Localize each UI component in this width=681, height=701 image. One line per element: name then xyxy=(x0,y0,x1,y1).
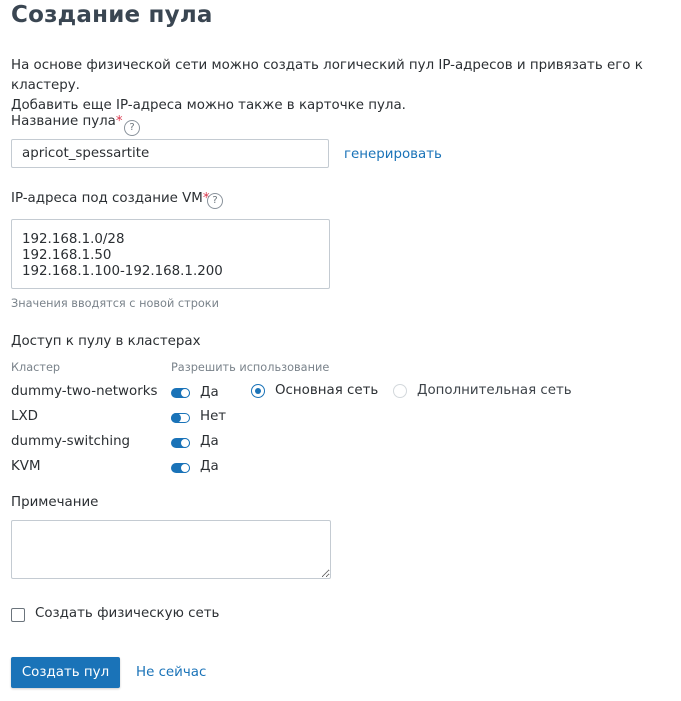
cluster-name: dummy-two-networks xyxy=(11,384,158,399)
allow-toggle[interactable] xyxy=(171,413,190,423)
radio-additional-network[interactable] xyxy=(393,384,407,398)
page-title: Создание пула xyxy=(11,2,213,28)
pool-name-label-text: Название пула xyxy=(11,114,116,129)
allow-toggle[interactable] xyxy=(171,388,190,398)
required-mark: * xyxy=(202,191,210,206)
ip-addresses-label-text: IP-адреса под создание VM xyxy=(11,191,203,206)
cluster-name: dummy-switching xyxy=(11,434,131,449)
ip-addresses-hint: Значения вводятся с новой строки xyxy=(11,297,219,310)
not-now-link[interactable]: Не сейчас xyxy=(136,665,207,680)
note-label: Примечание xyxy=(11,495,99,510)
ip-addresses-label xyxy=(11,191,210,206)
generate-name-link[interactable]: генерировать xyxy=(344,147,442,162)
toggle-knob xyxy=(171,413,181,423)
page-description xyxy=(11,56,681,116)
description-line-2: Добавить еще IP-адреса можно также в карточке пула. xyxy=(11,98,406,113)
toggle-label: Да xyxy=(200,459,219,474)
create-physical-network-checkbox[interactable] xyxy=(11,608,25,622)
allow-toggle[interactable] xyxy=(171,463,190,473)
create-pool-button[interactable]: Создать пул xyxy=(11,657,120,688)
column-header-allow: Разрешить использование xyxy=(171,361,330,374)
toggle-label: Нет xyxy=(200,409,227,424)
help-icon[interactable]: ? xyxy=(124,120,140,136)
cluster-name: LXD xyxy=(11,409,38,424)
radio-main-network-label[interactable]: Основная сеть xyxy=(275,383,379,398)
toggle-label: Да xyxy=(200,385,219,400)
toggle-knob xyxy=(180,438,190,448)
toggle-label: Да xyxy=(200,434,219,449)
toggle-knob xyxy=(180,388,190,398)
pool-name-input[interactable] xyxy=(11,139,329,168)
help-icon[interactable]: ? xyxy=(207,193,223,209)
radio-main-network[interactable] xyxy=(251,384,265,398)
column-header-cluster: Кластер xyxy=(11,361,61,374)
create-physical-network-label[interactable]: Создать физическую сеть xyxy=(35,606,220,621)
cluster-name: KVM xyxy=(11,459,41,474)
radio-additional-network-label[interactable]: Дополнительная сеть xyxy=(417,383,572,398)
toggle-knob xyxy=(180,463,190,473)
access-section-title: Доступ к пулу в кластерах xyxy=(11,334,201,349)
note-textarea[interactable] xyxy=(11,520,331,579)
radio-dot xyxy=(255,388,261,394)
description-line-1: На основе физической сети можно создать логический пул IP-адресов и привязать его к кластеру. xyxy=(11,58,643,93)
required-mark: * xyxy=(115,114,123,129)
pool-name-label xyxy=(11,114,123,129)
ip-addresses-textarea[interactable] xyxy=(11,219,330,289)
allow-toggle[interactable] xyxy=(171,438,190,448)
